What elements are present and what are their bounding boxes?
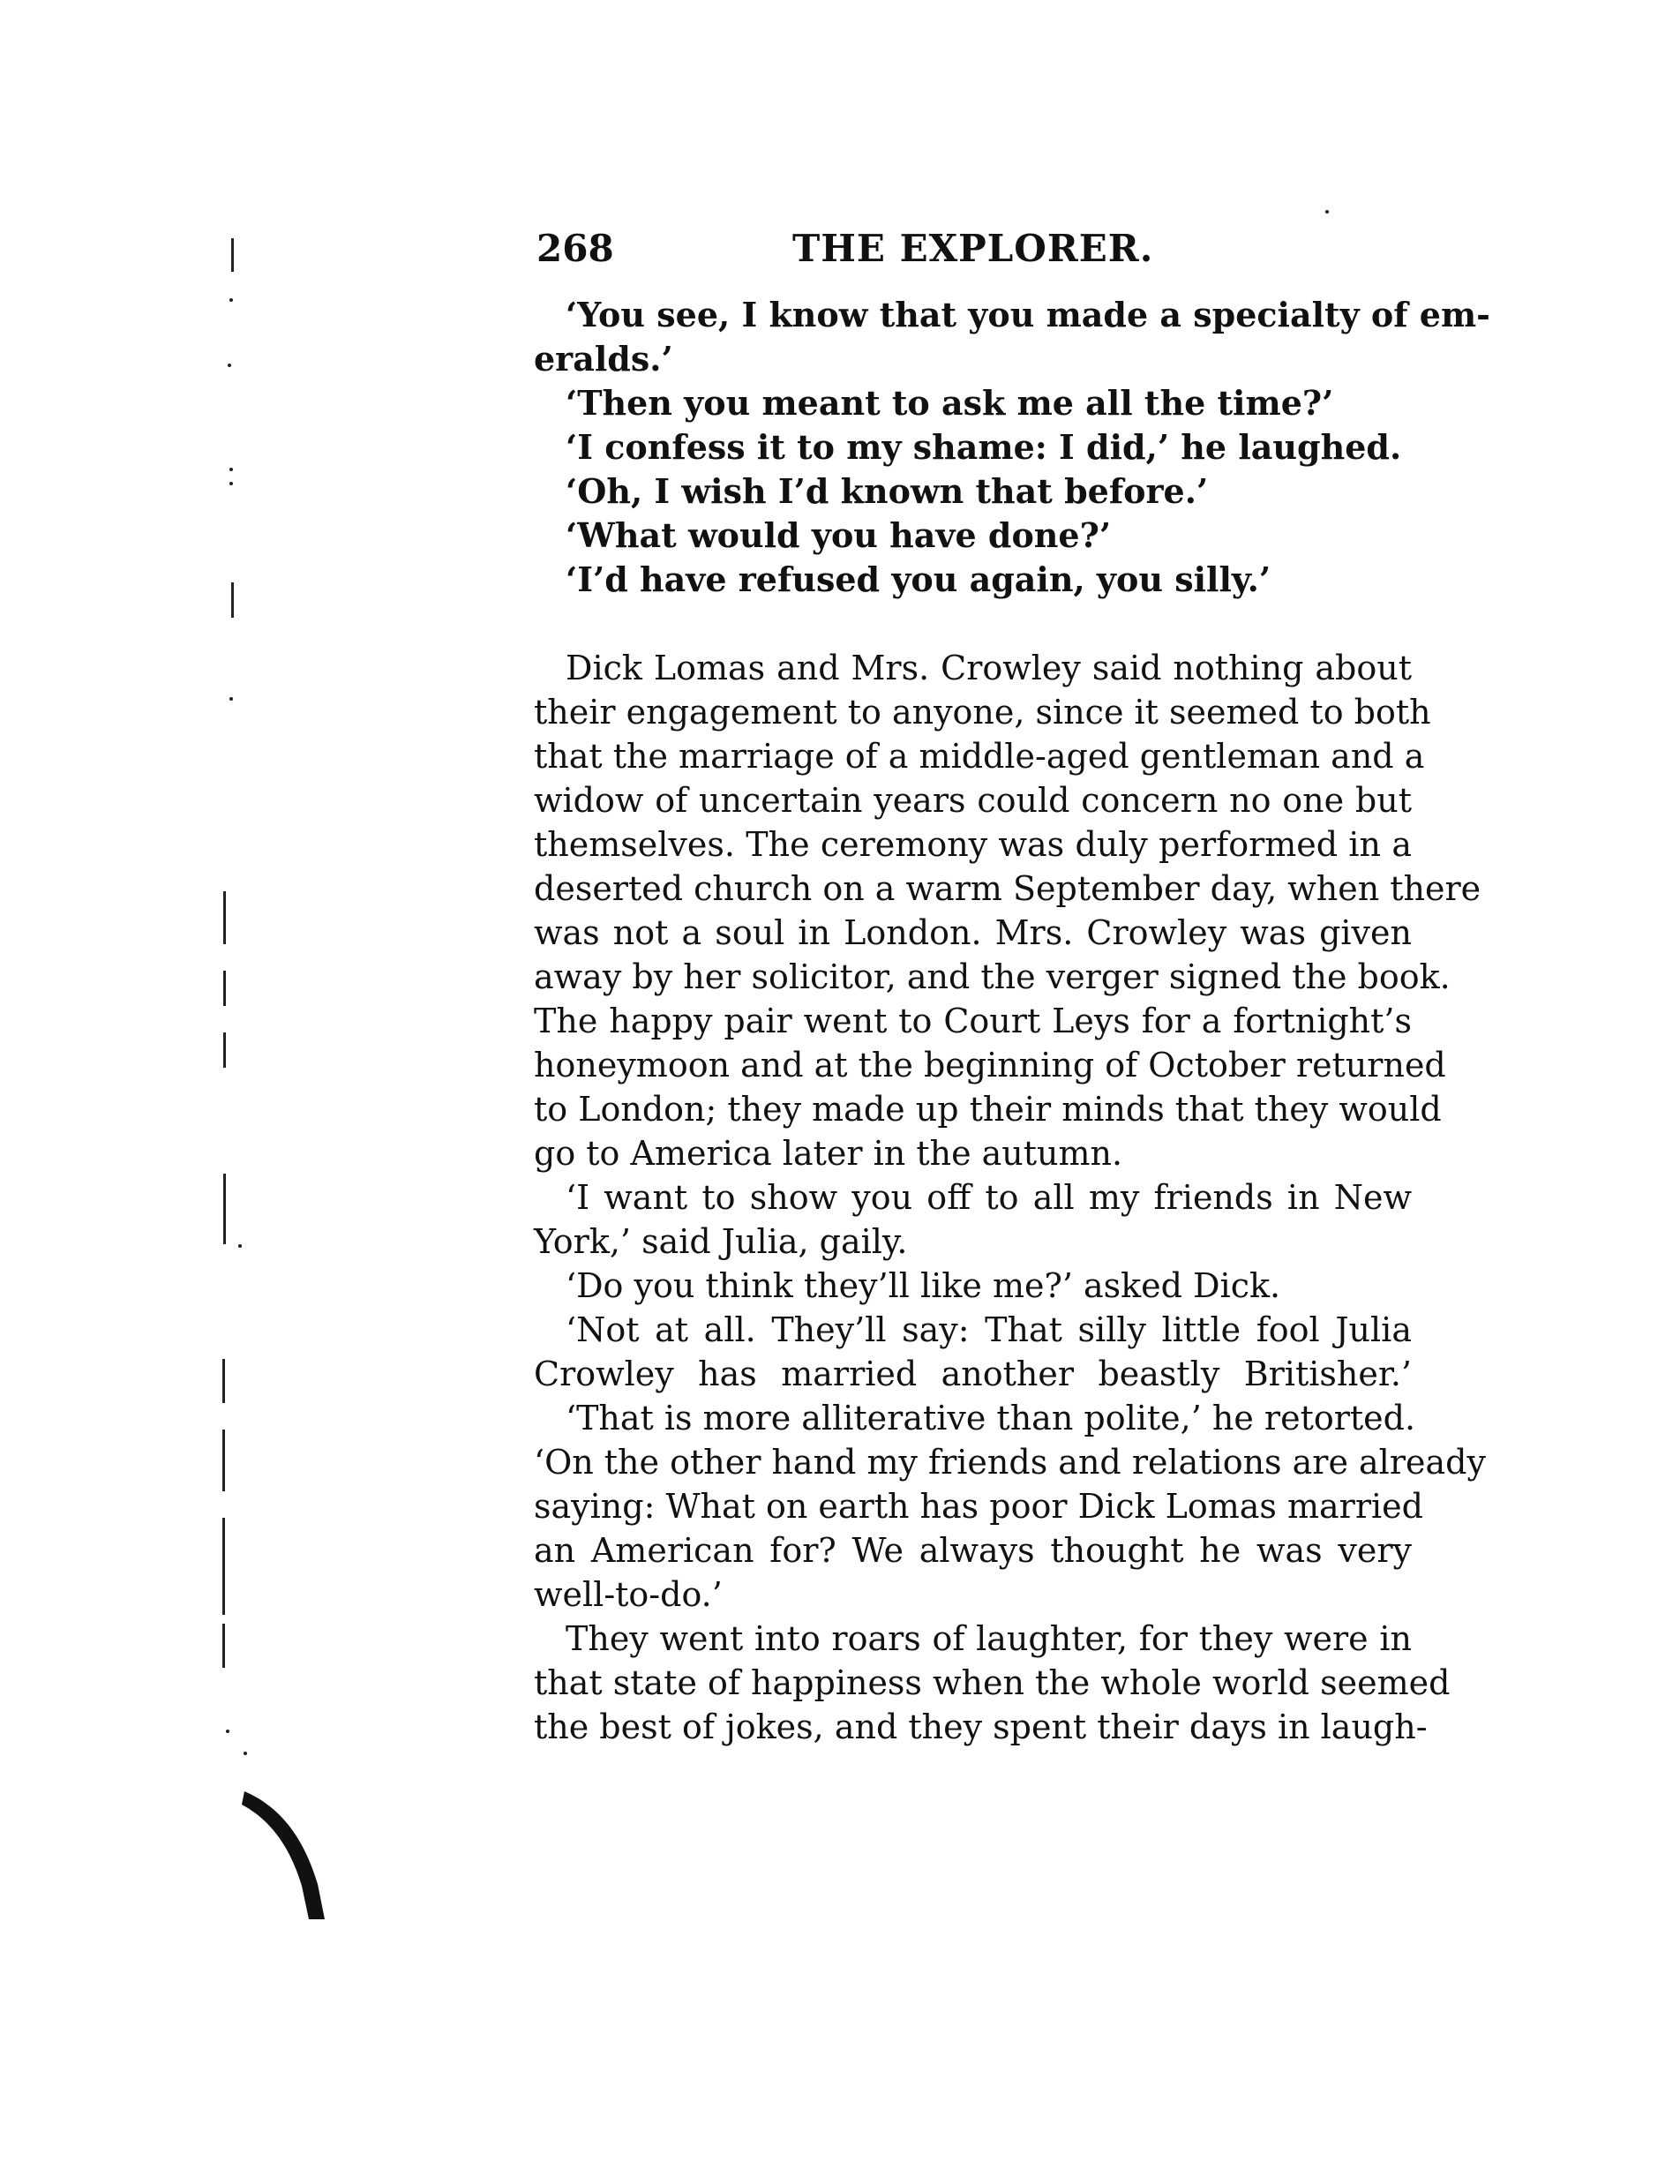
scan-artifact bbox=[229, 298, 233, 302]
text-line: themselves. The ceremony was duly performed in a bbox=[534, 825, 1412, 864]
scan-artifact bbox=[223, 1174, 226, 1244]
page-number: 268 bbox=[536, 227, 614, 270]
running-title: THE EXPLORER. bbox=[792, 227, 1154, 270]
scan-artifact bbox=[229, 697, 233, 701]
scan-artifact bbox=[223, 971, 226, 1006]
scan-artifact bbox=[244, 1752, 247, 1755]
scan-artifact bbox=[231, 582, 234, 618]
text-line: deserted church on a warm September day, when there bbox=[534, 869, 1481, 908]
text-line: saying: What on earth has poor Dick Lomas married bbox=[534, 1487, 1423, 1526]
text-line: ‘Then you meant to ask me all the time?’ bbox=[566, 383, 1334, 423]
text-line: ‘You see, I know that you made a specialty of em- bbox=[566, 295, 1490, 334]
text-line: the best of jokes, and they spent their days in laugh- bbox=[534, 1707, 1428, 1746]
text-line: ‘I want to show you off to all my friends in New bbox=[566, 1178, 1412, 1217]
text-line: Crowley has married another beastly Britisher.’ bbox=[534, 1355, 1412, 1393]
text-line: eralds.’ bbox=[534, 339, 673, 379]
text-line: ‘I confess it to my shame: I did,’ he laughed. bbox=[566, 427, 1402, 467]
text-line: Dick Lomas and Mrs. Crowley said nothing about bbox=[566, 649, 1412, 687]
text-line: an American for? We always thought he was very bbox=[534, 1531, 1412, 1570]
text-line: away by her solicitor, and the verger signed the book. bbox=[534, 957, 1451, 996]
text-line: York,’ said Julia, gaily. bbox=[534, 1222, 908, 1261]
text-line: well-to-do.’ bbox=[534, 1575, 723, 1614]
scan-artifact bbox=[228, 364, 231, 367]
scan-artifact bbox=[223, 891, 226, 944]
text-line: ‘Oh, I wish I’d known that before.’ bbox=[566, 471, 1209, 511]
text-line: that the marriage of a middle-aged gentleman and a bbox=[534, 737, 1425, 776]
text-line: go to America later in the autumn. bbox=[534, 1134, 1123, 1173]
scan-artifact bbox=[229, 482, 233, 485]
scan-artifact bbox=[238, 1244, 242, 1248]
scan-artifact bbox=[222, 1359, 225, 1403]
scan-artifact bbox=[222, 1624, 225, 1668]
paragraph-gap bbox=[534, 602, 1412, 646]
scan-artifact bbox=[226, 1730, 229, 1733]
scan-artifact bbox=[223, 1032, 226, 1068]
text-line: ‘I’d have refused you again, you silly.’ bbox=[566, 559, 1271, 599]
scan-artifact bbox=[222, 1518, 225, 1615]
body-text bbox=[534, 293, 1490, 1749]
text-line: was not a soul in London. Mrs. Crowley was given bbox=[534, 913, 1412, 952]
scan-artifact bbox=[1325, 210, 1329, 214]
scan-artifact bbox=[222, 1430, 225, 1491]
text-line: ‘On the other hand my friends and relations are already bbox=[534, 1443, 1486, 1482]
text-line: The happy pair went to Court Leys for a fortnight’s bbox=[534, 1002, 1412, 1040]
running-header bbox=[536, 222, 1419, 275]
scan-artifact bbox=[229, 468, 233, 471]
text-line: widow of uncertain years could concern no one but bbox=[534, 781, 1412, 820]
text-line: They went into roars of laughter, for they were in bbox=[566, 1619, 1412, 1658]
text-line: their engagement to anyone, since it seemed to both bbox=[534, 693, 1431, 732]
curved-mark-icon bbox=[240, 1787, 346, 1928]
text-line: ‘That is more alliterative than polite,’ he retorted. bbox=[566, 1399, 1416, 1437]
text-line: that state of happiness when the whole world seemed bbox=[534, 1663, 1451, 1702]
text-line: ‘Not at all. They’ll say: That silly little fool Julia bbox=[566, 1310, 1412, 1349]
text-line: ‘What would you have done?’ bbox=[566, 515, 1112, 555]
scan-artifact bbox=[231, 238, 234, 272]
text-line: to London; they made up their minds that they would bbox=[534, 1090, 1442, 1129]
text-line: honeymoon and at the beginning of October returned bbox=[534, 1046, 1446, 1084]
text-line: ‘Do you think they’ll like me?’ asked Dick. bbox=[566, 1266, 1281, 1305]
